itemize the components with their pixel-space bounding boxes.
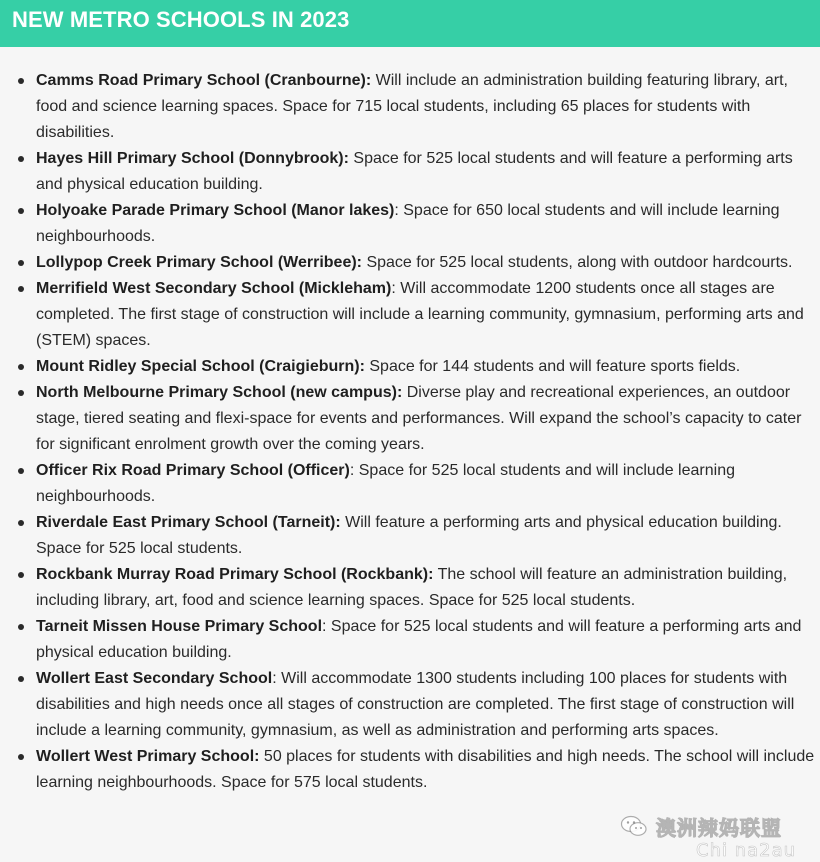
- school-name: Mount Ridley Special School (Craigieburn):: [36, 358, 365, 375]
- school-description: Space for 144 students and will feature sports fields.: [364, 358, 741, 375]
- list-item: [0, 380, 820, 458]
- school-name: Officer Rix Road Primary School (Officer): [36, 462, 350, 479]
- list-item: [0, 510, 820, 562]
- list-item: [0, 458, 820, 510]
- wechat-icon: [620, 814, 648, 838]
- school-description: : Will accommodate 1200 students once all stages are completed. The first stage of construction will include a learning community, gymnasium, performing arts and (STEM) spaces.: [36, 280, 804, 349]
- bullet-icon: [18, 520, 24, 526]
- bullet-icon: [18, 754, 24, 760]
- school-name: Merrifield West Secondary School (Mickleham): [36, 280, 392, 297]
- school-description: 50 places for students with disabilities and high needs. The school will include learning neighbourhoods. Space for 575 local students.: [36, 748, 815, 791]
- bullet-icon: [18, 286, 24, 292]
- school-name: Wollert East Secondary School: [36, 670, 273, 687]
- bullet-icon: [18, 468, 24, 474]
- school-description: Will include an administration building featuring library, art, food and science learning spaces. Space for 715 local students, including 65 places for students with disabilities.: [36, 72, 788, 141]
- school-description: Space for 525 local students and will feature a performing arts and physical education building.: [36, 150, 793, 193]
- watermark-text: 澳洲辣妈联盟: [656, 816, 782, 840]
- bullet-icon: [18, 676, 24, 682]
- page-header: [0, 0, 820, 47]
- school-name: Wollert West Primary School:: [36, 748, 260, 765]
- school-name: Holyoake Parade Primary School (Manor lakes): [36, 202, 395, 219]
- school-description: : Will accommodate 1300 students including 100 places for students with disabilities and high needs once all stages of construction are completed. The first stage of construction will include a learning community, gymnasium, as well as administration and performing arts spaces.: [36, 670, 795, 739]
- school-description: The school will feature an administration building, including library, art, food and science learning spaces. Space for 525 local students.: [36, 566, 788, 609]
- list-item: [0, 68, 820, 146]
- bullet-icon: [18, 364, 24, 370]
- school-name: Lollypop Creek Primary School (Werribee):: [36, 254, 363, 271]
- list-item: [0, 666, 820, 744]
- watermark: [610, 812, 810, 862]
- school-name: North Melbourne Primary School (new campus):: [36, 384, 403, 401]
- list-item: [0, 744, 820, 796]
- bullet-icon: [18, 156, 24, 162]
- bullet-icon: [18, 390, 24, 396]
- list-item: [0, 354, 820, 380]
- school-description: Diverse play and recreational experiences, an outdoor stage, tiered seating and flexi-space for events and performances. Will expand the school’s capacity to cater for significant enrolment growth over the coming years.: [36, 384, 802, 453]
- school-description: : Space for 650 local students and will include learning neighbourhoods.: [36, 202, 780, 245]
- school-list: [0, 68, 820, 796]
- bullet-icon: [18, 260, 24, 266]
- page-title: NEW METRO SCHOOLS IN 2023: [12, 7, 350, 32]
- school-name: Riverdale East Primary School (Tarneit):: [36, 514, 341, 531]
- list-item: [0, 146, 820, 198]
- bullet-icon: [18, 624, 24, 630]
- list-item: [0, 562, 820, 614]
- school-name: Tarneit Missen House Primary School: [36, 618, 323, 635]
- watermark-subtext: Chi na2au: [696, 840, 797, 861]
- school-description: : Space for 525 local students and will include learning neighbourhoods.: [36, 462, 735, 505]
- bullet-icon: [18, 208, 24, 214]
- list-item: [0, 614, 820, 666]
- school-name: Hayes Hill Primary School (Donnybrook):: [36, 150, 349, 167]
- list-item: [0, 276, 820, 354]
- list-item: [0, 250, 820, 276]
- bullet-icon: [18, 78, 24, 84]
- school-description: Space for 525 local students, along with outdoor hardcourts.: [362, 254, 793, 271]
- bullet-icon: [18, 572, 24, 578]
- school-name: Rockbank Murray Road Primary School (Rockbank):: [36, 566, 434, 583]
- list-item: [0, 198, 820, 250]
- school-description: Will feature a performing arts and physical education building. Space for 525 local students.: [36, 514, 782, 557]
- school-name: Camms Road Primary School (Cranbourne):: [36, 72, 372, 89]
- school-description: : Space for 525 local students and will feature a performing arts and physical education building.: [36, 618, 802, 661]
